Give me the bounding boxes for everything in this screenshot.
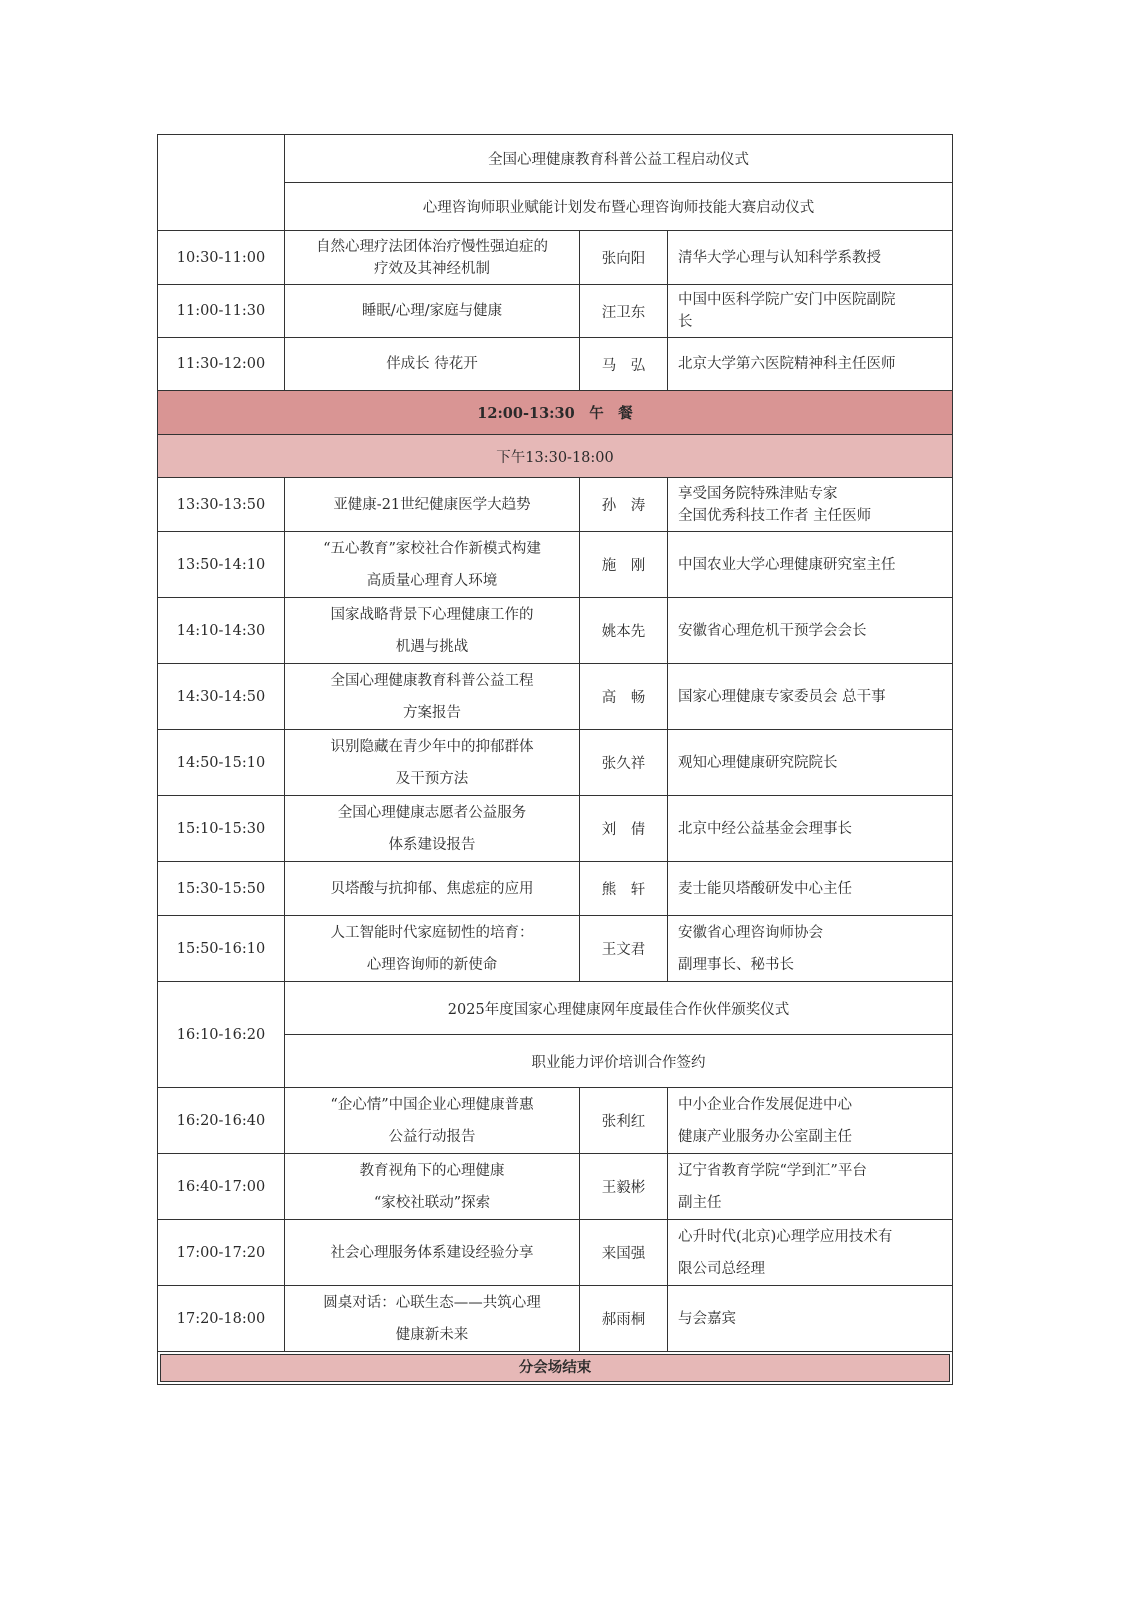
text-line: 机遇与挑战	[395, 638, 469, 655]
affiliation-cell	[668, 1154, 953, 1220]
topic-cell	[285, 1220, 580, 1286]
topic-cell	[285, 796, 580, 862]
text-line: 中国中医科学院广安门中医院副院	[678, 292, 896, 308]
text-line: 贝塔酸与抗抑郁、焦虑症的应用	[330, 880, 534, 897]
text-line: 体系建设报告	[388, 836, 476, 853]
text-line: 安徽省心理咨询师协会	[678, 924, 823, 941]
time-cell	[158, 135, 285, 231]
text-line: 识别隐藏在青少年中的抑郁群体	[330, 738, 534, 755]
text-line: 睡眠/心理/家庭与健康	[361, 303, 503, 319]
time-cell: 13:30-13:50	[158, 478, 285, 532]
text-line: 全国优秀科技工作者 主任医师	[678, 507, 872, 524]
speaker-cell: 马 弘	[580, 338, 668, 391]
time-cell: 15:50-16:10	[158, 916, 285, 982]
speaker-cell: 张向阳	[580, 231, 668, 285]
text-line: 清华大学心理与认知科学系教授	[678, 249, 881, 266]
affiliation-cell	[668, 862, 953, 916]
time-cell: 14:30-14:50	[158, 664, 285, 730]
table-row	[158, 231, 953, 285]
table-row	[158, 796, 953, 862]
table-row	[158, 532, 953, 598]
topic-cell	[285, 598, 580, 664]
time-cell: 14:10-14:30	[158, 598, 285, 664]
speaker-cell: 施 刚	[580, 532, 668, 598]
affiliation-cell	[668, 532, 953, 598]
affiliation-cell	[668, 916, 953, 982]
time-cell: 13:50-14:10	[158, 532, 285, 598]
end-cell	[158, 1352, 953, 1385]
text-line: 观知心理健康研究院院长	[678, 754, 838, 771]
time-cell: 17:20-18:00	[158, 1286, 285, 1352]
text-line: 健康新未来	[395, 1326, 469, 1343]
table-row	[158, 478, 953, 532]
time-cell: 15:30-15:50	[158, 862, 285, 916]
text-line: 健康产业服务办公室副主任	[678, 1128, 852, 1145]
topic-cell	[285, 664, 580, 730]
affiliation-cell	[668, 478, 953, 532]
table-row	[158, 1286, 953, 1352]
text-line: 社会心理服务体系建设经验分享	[330, 1244, 534, 1261]
affiliation-cell	[668, 1286, 953, 1352]
table-row	[158, 1220, 953, 1286]
time-cell: 16:40-17:00	[158, 1154, 285, 1220]
topic-cell	[285, 730, 580, 796]
schedule-body	[158, 135, 953, 1385]
text-line: 公益行动报告	[388, 1128, 476, 1145]
speaker-cell: 郝雨桐	[580, 1286, 668, 1352]
ceremony-item: 职业能力评价培训合作签约	[285, 1035, 953, 1088]
ceremony-row	[158, 135, 953, 183]
text-line: “五心教育”家校社合作新模式构建	[323, 540, 541, 557]
section-label: 下午13:30-18:00	[158, 435, 953, 478]
text-line: 全国心理健康志愿者公益服务	[337, 804, 527, 821]
ceremony-item: 心理咨询师职业赋能计划发布暨心理咨询师技能大赛启动仪式	[285, 183, 953, 231]
speaker-cell: 来国强	[580, 1220, 668, 1286]
text-line: 安徽省心理危机干预学会会长	[678, 622, 867, 639]
affiliation-cell	[668, 796, 953, 862]
text-line: 及干预方法	[395, 770, 469, 787]
affiliation-cell	[668, 598, 953, 664]
lunch-row	[158, 391, 953, 435]
text-line: 方案报告	[403, 704, 461, 721]
affiliation-cell	[668, 730, 953, 796]
affiliation-cell	[668, 1220, 953, 1286]
time-cell: 16:20-16:40	[158, 1088, 285, 1154]
table-row	[158, 1154, 953, 1220]
speaker-cell: 王毅彬	[580, 1154, 668, 1220]
text-line: 中国农业大学心理健康研究室主任	[678, 556, 896, 573]
table-row	[158, 338, 953, 391]
topic-cell	[285, 1088, 580, 1154]
time-cell: 11:00-11:30	[158, 285, 285, 338]
text-line: 北京中经公益基金会理事长	[678, 820, 852, 837]
ceremony-row	[158, 982, 953, 1035]
text-line: 全国心理健康教育科普公益工程	[330, 672, 534, 689]
text-line: 心升时代(北京)心理学应用技术有	[678, 1228, 893, 1245]
afternoon-header-row	[158, 435, 953, 478]
time-cell: 17:00-17:20	[158, 1220, 285, 1286]
text-line: 人工智能时代家庭韧性的培育：	[330, 924, 534, 941]
text-line: 心理咨询师的新使命	[366, 956, 498, 973]
speaker-cell: 张利红	[580, 1088, 668, 1154]
table-row	[158, 598, 953, 664]
time-cell: 11:30-12:00	[158, 338, 285, 391]
topic-cell	[285, 338, 580, 391]
text-line: “企心情”中国企业心理健康普惠	[330, 1096, 534, 1113]
text-line: 副理事长、秘书长	[678, 956, 794, 973]
speaker-cell: 高 畅	[580, 664, 668, 730]
text-line: 亚健康-21世纪健康医学大趋势	[333, 496, 531, 513]
text-line: 教育视角下的心理健康	[359, 1162, 505, 1179]
schedule-table	[157, 134, 953, 1385]
speaker-cell: 姚本先	[580, 598, 668, 664]
topic-cell	[285, 1154, 580, 1220]
table-row	[158, 730, 953, 796]
speaker-cell: 刘 倩	[580, 796, 668, 862]
speaker-cell: 汪卫东	[580, 285, 668, 338]
text-line: 伴成长 待花开	[386, 356, 478, 372]
text-line: 副主任	[678, 1194, 722, 1211]
speaker-cell: 王文君	[580, 916, 668, 982]
ceremony-item: 全国心理健康教育科普公益工程启动仪式	[285, 135, 953, 183]
table-row	[158, 1088, 953, 1154]
text-line: 麦士能贝塔酸研发中心主任	[678, 880, 852, 897]
topic-cell	[285, 532, 580, 598]
affiliation-cell	[668, 1088, 953, 1154]
topic-cell	[285, 231, 580, 285]
ceremony-item: 2025年度国家心理健康网年度最佳合作伙伴颁奖仪式	[285, 982, 953, 1035]
text-line: 中小企业合作发展促进中心	[678, 1096, 852, 1113]
text-line: 与会嘉宾	[678, 1310, 736, 1327]
affiliation-cell	[668, 338, 953, 391]
speaker-cell: 张久祥	[580, 730, 668, 796]
table-row	[158, 916, 953, 982]
speaker-cell: 孙 涛	[580, 478, 668, 532]
text-line: 限公司总经理	[678, 1260, 765, 1277]
end-row	[158, 1352, 953, 1385]
time-cell: 14:50-15:10	[158, 730, 285, 796]
affiliation-cell	[668, 664, 953, 730]
affiliation-cell	[668, 285, 953, 338]
text-line: 自然心理疗法团体治疗慢性强迫症的	[316, 238, 548, 255]
text-line: 国家战略背景下心理健康工作的	[330, 606, 534, 623]
text-line: “家校社联动”探索	[373, 1194, 491, 1211]
time-cell: 16:10-16:20	[158, 982, 285, 1088]
speaker-cell: 熊 轩	[580, 862, 668, 916]
topic-cell	[285, 478, 580, 532]
table-row	[158, 285, 953, 338]
text-line: 长	[678, 314, 693, 330]
time-cell: 15:10-15:30	[158, 796, 285, 862]
text-line: 高质量心理育人环境	[366, 572, 498, 589]
text-line: 疗效及其神经机制	[374, 260, 490, 277]
topic-cell	[285, 916, 580, 982]
topic-cell	[285, 285, 580, 338]
topic-cell	[285, 862, 580, 916]
text-line: 圆桌对话：心联生态——共筑心理	[323, 1294, 541, 1311]
affiliation-cell	[668, 231, 953, 285]
section-label: 12:00-13:30 午 餐	[158, 391, 953, 435]
topic-cell	[285, 1286, 580, 1352]
text-line: 国家心理健康专家委员会 总干事	[678, 688, 886, 705]
text-line: 北京大学第六医院精神科主任医师	[678, 356, 896, 372]
end-label: 分会场结束	[160, 1354, 950, 1382]
table-row	[158, 862, 953, 916]
text-line: 辽宁省教育学院“学到汇”平台	[678, 1162, 867, 1179]
time-cell: 10:30-11:00	[158, 231, 285, 285]
text-line: 享受国务院特殊津贴专家	[678, 485, 838, 502]
table-row	[158, 664, 953, 730]
